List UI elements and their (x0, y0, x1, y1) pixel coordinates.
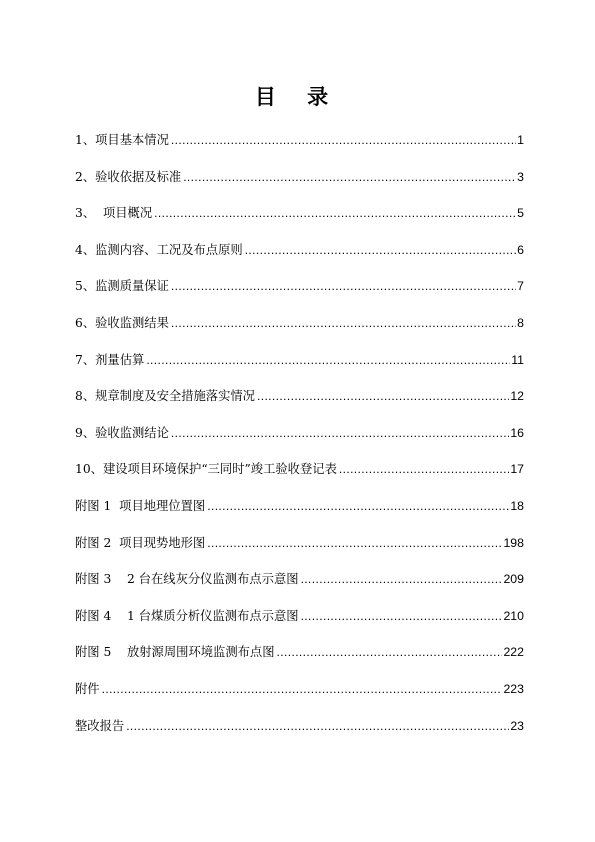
toc-entry-label: 7、剂量估算 (75, 352, 145, 367)
toc-entry-label: 6、验收监测结果 (75, 315, 169, 330)
toc-entry-10[interactable] (75, 457, 524, 494)
toc-entry-label: 4、监测内容、工况及布点原则 (75, 242, 243, 257)
toc-page-number: 5 (517, 206, 524, 221)
toc-page-number: 18 (510, 498, 524, 513)
toc-entry-label: 8、规章制度及安全措施落实情况 (75, 389, 255, 404)
table-of-contents (75, 128, 524, 750)
toc-entry-label: 9、验收监测结论 (75, 425, 169, 440)
toc-entry-3[interactable] (75, 201, 524, 238)
toc-entry-label: 附件 (75, 681, 100, 696)
toc-dot-leader (171, 423, 509, 443)
toc-entry-label: 整改报告 (75, 718, 125, 733)
toc-entry-appendix-figure-2[interactable] (75, 531, 524, 568)
toc-entry-appendix-figure-4[interactable] (75, 604, 524, 641)
toc-page-number: 209 (503, 572, 524, 587)
toc-page-number: 11 (511, 352, 524, 367)
toc-page-number: 12 (510, 389, 524, 404)
toc-entry-label: 附图 5 放射源周围环境监测布点图 (75, 645, 275, 660)
toc-page-number: 223 (503, 681, 524, 696)
toc-dot-leader (257, 386, 509, 406)
toc-entry-label: 附图 4 1 台煤质分析仪监测布点示意图 (75, 608, 299, 623)
toc-dot-leader (146, 350, 510, 370)
toc-dot-leader (301, 606, 503, 626)
toc-page-number: 7 (517, 279, 524, 294)
toc-entry-appendix-figure-1[interactable] (75, 494, 524, 531)
toc-entry-5[interactable] (75, 274, 524, 311)
toc-entry-rectification-report[interactable] (75, 714, 524, 751)
toc-dot-leader (339, 459, 509, 479)
toc-dot-leader (171, 313, 516, 333)
toc-page-number: 1 (517, 133, 524, 147)
toc-entry-6[interactable] (75, 311, 524, 348)
toc-dot-leader (183, 167, 516, 187)
toc-page-number: 23 (510, 718, 524, 733)
toc-dot-leader (245, 240, 516, 260)
toc-entry-4[interactable] (75, 238, 524, 275)
toc-dot-leader (171, 276, 516, 296)
toc-entry-appendix-figure-5[interactable] (75, 640, 524, 677)
toc-entry-label: 1、项目基本情况 (75, 133, 169, 147)
toc-dot-leader (301, 569, 503, 589)
toc-dot-leader (126, 716, 509, 736)
toc-dot-leader (171, 130, 516, 150)
toc-entry-label: 3、 项目概况 (75, 206, 153, 221)
toc-entry-label: 附图 3 2 台在线灰分仪监测布点示意图 (75, 572, 299, 587)
toc-dot-leader (207, 496, 509, 516)
toc-page-number: 198 (503, 535, 524, 550)
toc-entry-label: 2、验收依据及标准 (75, 169, 182, 184)
toc-dot-leader (277, 642, 503, 662)
toc-entry-8[interactable] (75, 384, 524, 421)
toc-page-number: 8 (517, 315, 524, 330)
toc-dot-leader (154, 203, 516, 223)
toc-entry-7[interactable] (75, 348, 524, 385)
toc-page-number: 6 (517, 242, 524, 257)
toc-dot-leader (102, 679, 503, 699)
toc-page-number: 3 (517, 169, 524, 184)
page-title: 目 录 (254, 85, 341, 109)
toc-entry-9[interactable] (75, 421, 524, 458)
toc-dot-leader (207, 533, 502, 553)
toc-entry-label: 10、建设项目环境保护“三同时”竣工验收登记表 (75, 462, 337, 477)
toc-entry-attachments[interactable] (75, 677, 524, 714)
toc-page-number: 16 (510, 425, 524, 440)
toc-page-number: 222 (503, 645, 524, 660)
toc-entry-appendix-figure-3[interactable] (75, 567, 524, 604)
toc-page-number: 210 (503, 608, 524, 623)
toc-entry-2[interactable] (75, 165, 524, 202)
toc-page-number: 17 (510, 462, 524, 477)
toc-entry-label: 5、监测质量保证 (75, 279, 169, 294)
toc-entry-1[interactable] (75, 128, 524, 165)
toc-entry-label: 附图 1 项目地理位置图 (75, 498, 206, 513)
toc-entry-label: 附图 2 项目现势地形图 (75, 535, 206, 550)
